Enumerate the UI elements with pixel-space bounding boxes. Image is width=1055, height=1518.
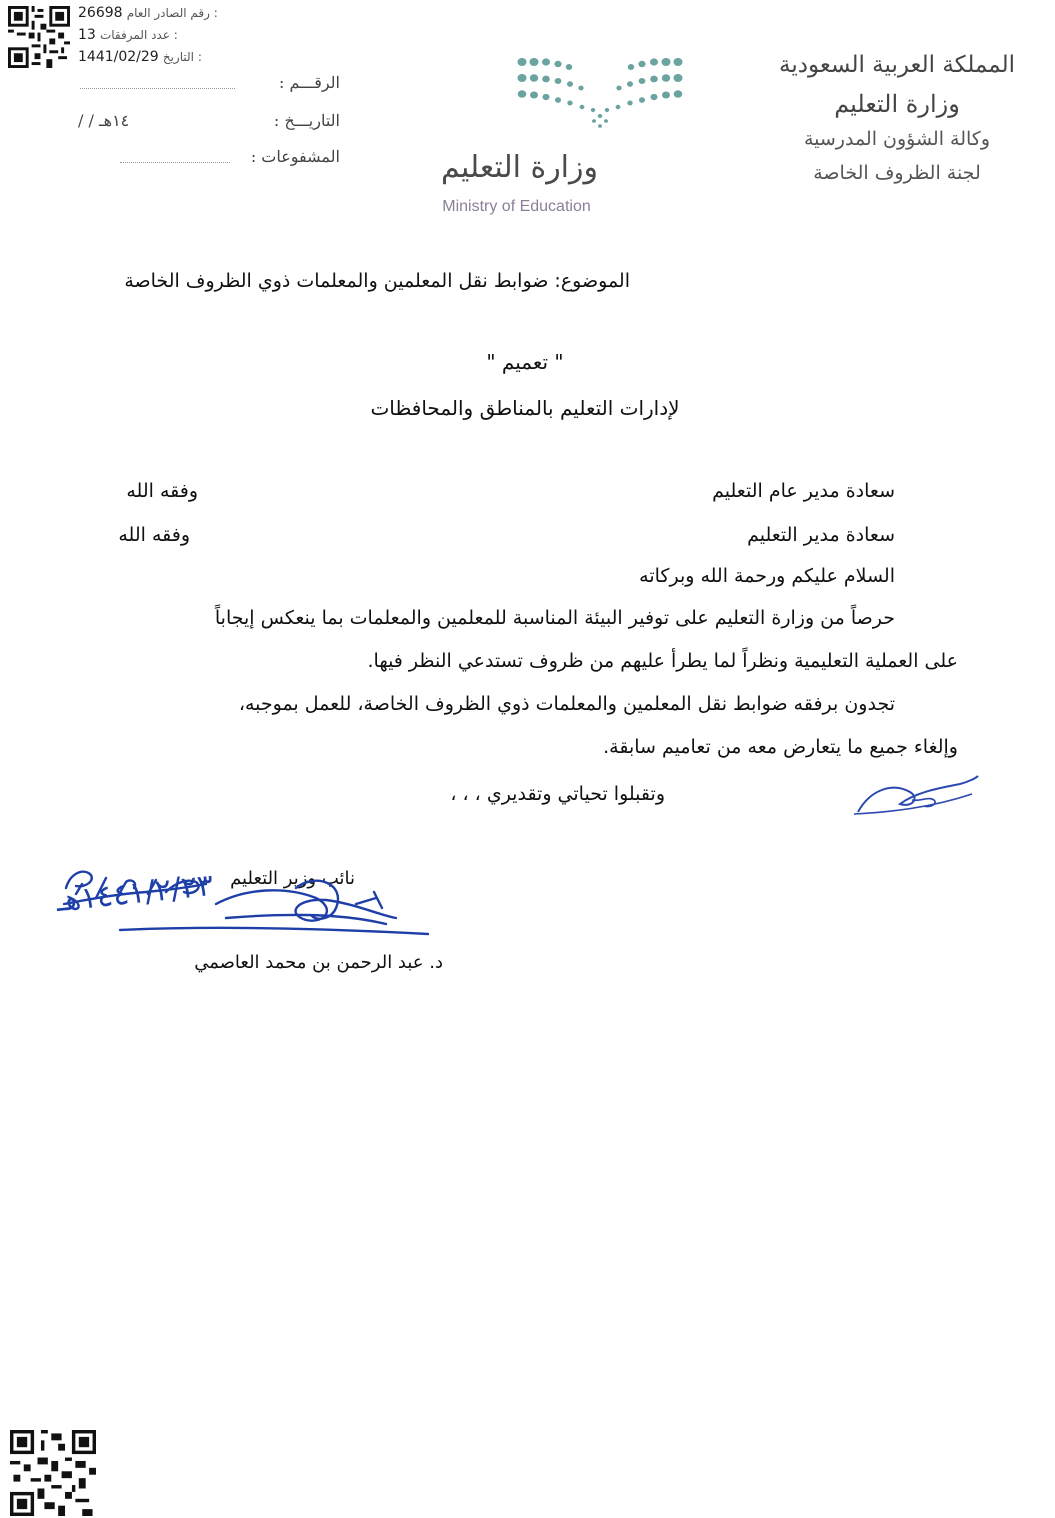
stamp-attachments: 13 عدد المرفقات : <box>78 27 178 43</box>
committee-name: لجنة الظروف الخاصة <box>813 162 981 184</box>
ministry-name: وزارة التعليم <box>834 90 960 118</box>
ref-number-dots <box>80 88 235 89</box>
paragraph-1-line-1: حرصاً من وزارة التعليم على توفير البيئة المناسبة للمعلمين والمعلمات بما ينعكس إيجاباً <box>214 607 895 629</box>
salutation-director-general: سعادة مدير عام التعليم <box>712 480 895 502</box>
salutation-director-blessing: وفقه الله <box>118 524 190 546</box>
ref-number-field: الرقـــم : <box>279 73 340 92</box>
stamp-date: 1441/02/29 التاريخ : <box>78 49 202 65</box>
paragraph-2-line-2: وإلغاء جميع ما يتعارض معه من تعاميم سابقة. <box>603 736 958 758</box>
ref-date-field: التاريـــخ : <box>273 111 340 130</box>
agency-name: وكالة الشؤون المدرسية <box>803 128 991 150</box>
circular-addressees: لإدارات التعليم بالمناطق والمحافظات <box>370 396 680 420</box>
ref-attachments-dots <box>120 162 230 163</box>
salutation-director-general-blessing: وفقه الله <box>126 480 198 502</box>
letterhead-right <box>777 52 1017 184</box>
initials-signature <box>850 772 980 824</box>
ministry-logo-icon <box>512 52 688 136</box>
handwritten-date: ١٤٤١/٢/٢٣هـ <box>54 867 216 920</box>
salutation-director: سعادة مدير التعليم <box>747 524 895 546</box>
signatory-name: د. عبد الرحمن بن محمد العاصمي <box>194 952 443 973</box>
ministry-logo-arabic: وزارة التعليم <box>440 150 598 185</box>
letter-subject: الموضوع: ضوابط نقل المعلمين والمعلمات ذوي الظروف الخاصة <box>124 270 630 292</box>
ref-date-template: / / ١٤هـ <box>78 111 130 130</box>
ref-attachments-field: المشفوعات : <box>250 147 340 166</box>
paragraph-2-line-1: تجدون برفقه ضوابط نقل المعلمين والمعلمات ذوي الظروف الخاصة، للعمل بموجبه، <box>238 693 895 715</box>
kingdom-name: المملكة العربية السعودية <box>779 52 1015 78</box>
greeting: السلام عليكم ورحمة الله وبركاته <box>639 565 895 587</box>
ministry-logo-english: Ministry of Education <box>442 198 591 215</box>
qr-code-bottom <box>10 1430 96 1516</box>
qr-code-top <box>8 6 70 68</box>
circular-title: " تعميم " <box>486 350 564 374</box>
paragraph-1-line-2: على العملية التعليمية ونظراً لما يطرأ عليهم من ظروف تستدعي النظر فيها. <box>367 650 958 672</box>
stamp-outgoing-number: 26698 رقم الصادر العام : <box>78 5 218 21</box>
signatory-title: نائب وزير التعليم <box>230 868 355 889</box>
closing-line: وتقبلوا تحياتي وتقديري ، ، ، <box>450 783 665 805</box>
